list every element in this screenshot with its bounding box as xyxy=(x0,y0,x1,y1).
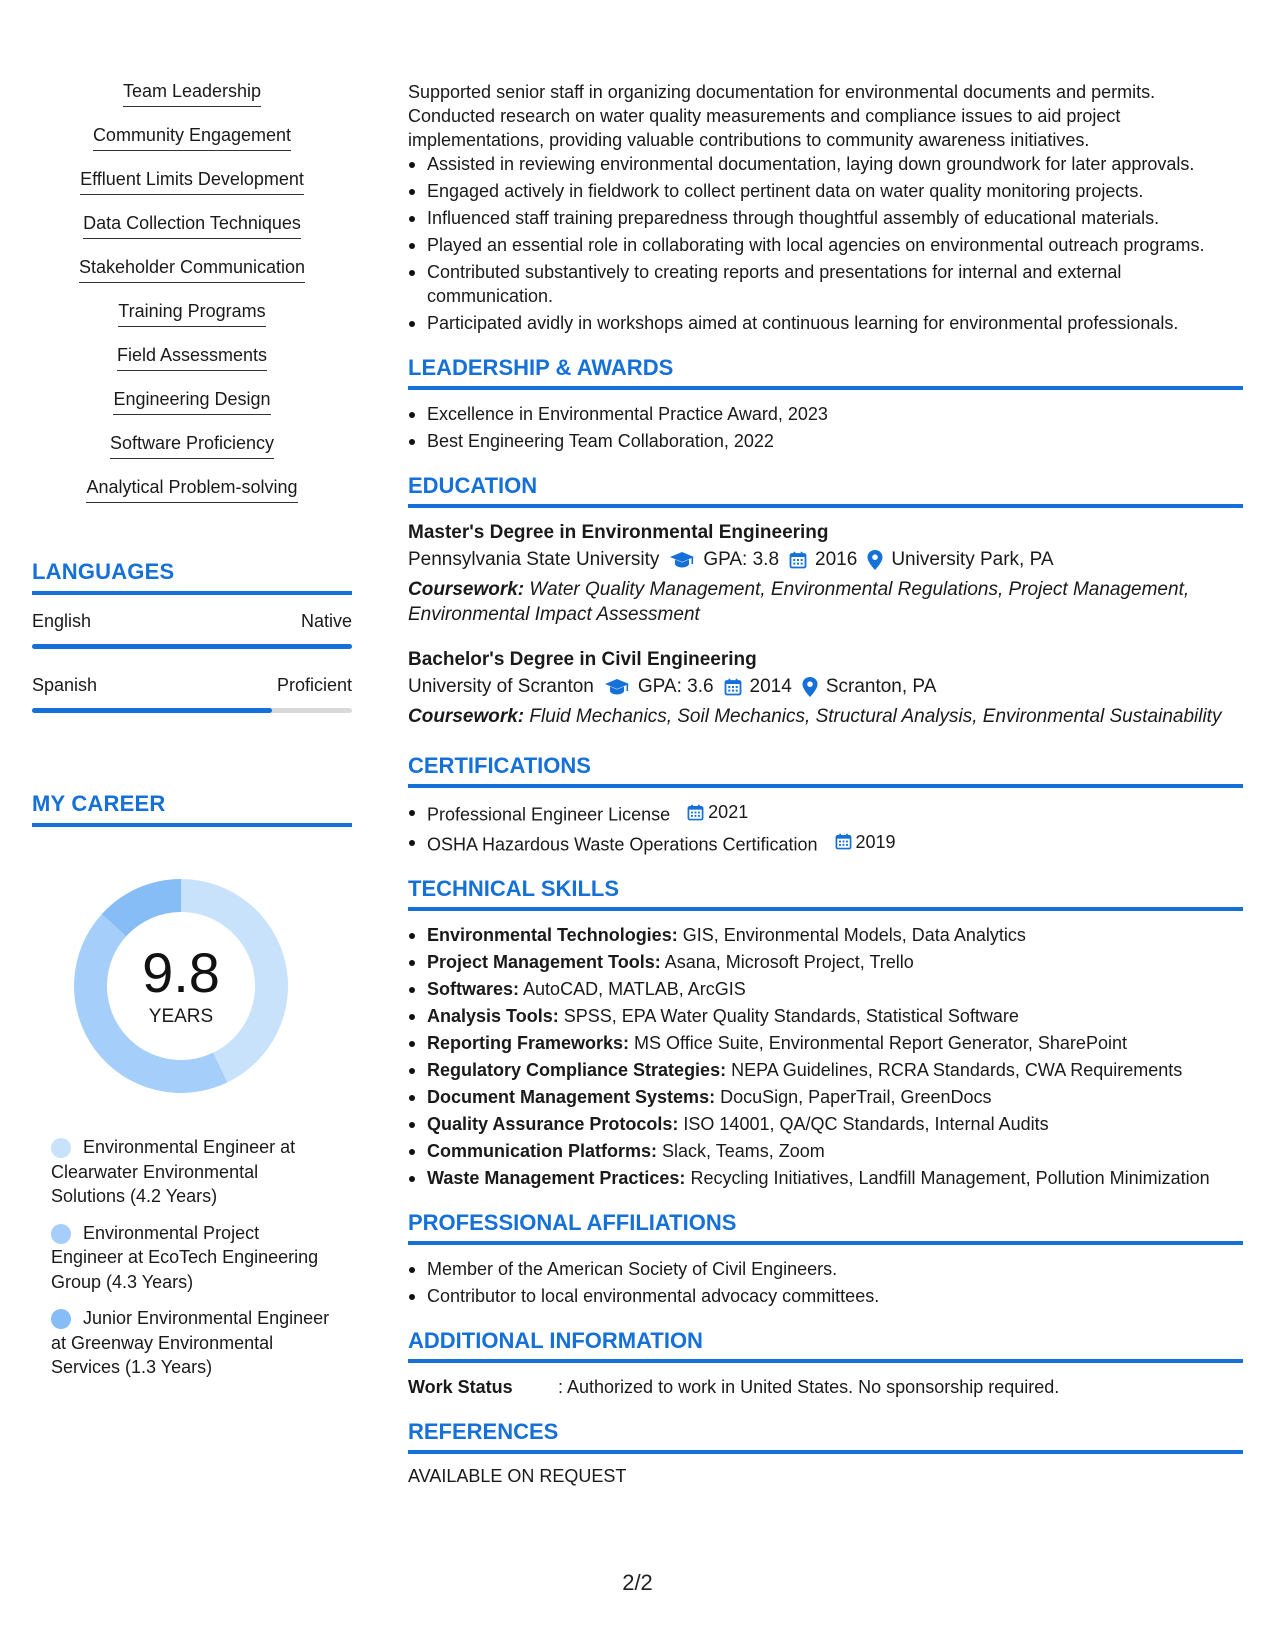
language-spanish xyxy=(32,675,352,713)
certification-name: Professional Engineer License xyxy=(427,804,671,825)
affiliations-heading: PROFESSIONAL AFFILIATIONS xyxy=(408,1210,1243,1245)
technical-skill-item xyxy=(408,923,1243,947)
career-legend-item xyxy=(51,1221,331,1295)
language-level: Native xyxy=(300,611,352,631)
experience-bullet: Played an essential role in collaborating with local agencies on environmental outreach programs. xyxy=(408,233,1243,257)
skill-category: Quality Assurance Protocols: xyxy=(427,1114,679,1134)
certifications-heading: CERTIFICATIONS xyxy=(408,753,1243,788)
degree-title: Bachelor's Degree in Civil Engineering xyxy=(408,649,757,670)
gpa: GPA: 3.6 xyxy=(637,676,714,697)
skill-item: Effluent Limits Development xyxy=(80,168,304,195)
awards-section xyxy=(408,355,1243,453)
technical-skill-item xyxy=(408,977,1243,1001)
technical-skill-item xyxy=(408,1166,1243,1190)
education-entry xyxy=(408,647,1243,729)
graduation-year: 2014 xyxy=(749,676,792,697)
left-column xyxy=(32,80,352,1392)
skill-category: Reporting Frameworks: xyxy=(427,1033,630,1053)
skill-item: Software Proficiency xyxy=(110,432,274,459)
technical-skill-item xyxy=(408,1085,1243,1109)
technical-skills-section xyxy=(408,876,1243,1190)
career-legend xyxy=(51,1135,331,1380)
work-status-label: Work Status xyxy=(408,1377,513,1397)
skill-category: Project Management Tools: xyxy=(427,952,661,972)
technical-skill-item xyxy=(408,1004,1243,1028)
experience-bullet: Assisted in reviewing environmental documentation, laying down groundwork for later approvals. xyxy=(408,152,1243,176)
school-location: University Park, PA xyxy=(891,549,1054,570)
skill-values: MS Office Suite, Environmental Report Generator, SharePoint xyxy=(629,1033,1127,1053)
technical-skill-item xyxy=(408,1139,1243,1163)
coursework xyxy=(408,577,1243,627)
technical-skill-item xyxy=(408,1112,1243,1136)
legend-dot xyxy=(51,1224,71,1244)
awards-heading: LEADERSHIP & AWARDS xyxy=(408,355,1243,390)
skill-values: GIS, Environmental Models, Data Analytics xyxy=(677,925,1026,945)
graduation-cap-icon xyxy=(669,551,695,569)
coursework-label: Coursework: xyxy=(408,706,525,727)
experience-bullets xyxy=(408,152,1243,335)
language-bar xyxy=(32,644,352,649)
career-job-text: Environmental Project Engineer at EcoTech Engineering Group (4.3 Years) xyxy=(51,1222,319,1292)
award-item: Best Engineering Team Collaboration, 2022 xyxy=(408,429,1243,453)
coursework-text: Fluid Mechanics, Soil Mechanics, Structural Analysis, Environmental Sustainability xyxy=(529,706,1222,727)
legend-dot xyxy=(51,1138,71,1158)
technical-skill-item xyxy=(408,1058,1243,1082)
references-text: AVAILABLE ON REQUEST xyxy=(408,1466,627,1486)
certification-item xyxy=(408,830,1243,857)
career-total-years: 9.8 xyxy=(142,941,220,1004)
skill-values: DocuSign, PaperTrail, GreenDocs xyxy=(715,1087,992,1107)
language-bar-fill xyxy=(32,644,352,649)
skill-values: Slack, Teams, Zoom xyxy=(657,1141,825,1161)
skill-item: Stakeholder Communication xyxy=(79,256,305,283)
right-column xyxy=(408,80,1243,1487)
experience-bullet: Influenced staff training preparedness through thoughtful assembly of educational materials. xyxy=(408,206,1243,230)
skill-values: Recycling Initiatives, Landfill Management, Pollution Minimization xyxy=(685,1168,1210,1188)
affiliations-section xyxy=(408,1210,1243,1308)
technical-skills-heading: TECHNICAL SKILLS xyxy=(408,876,1243,911)
award-item: Excellence in Environmental Practice Award, 2023 xyxy=(408,402,1243,426)
certification-item xyxy=(408,800,1243,827)
experience-bullet: Participated avidly in workshops aimed at continuous learning for environmental professionals. xyxy=(408,311,1243,335)
technical-skill-item xyxy=(408,1031,1243,1055)
language-bar-fill xyxy=(32,708,272,713)
career-donut-chart xyxy=(66,871,296,1101)
coursework xyxy=(408,704,1243,729)
skills-list xyxy=(32,80,352,520)
language-english xyxy=(32,611,352,649)
education-section xyxy=(408,473,1243,729)
skill-category: Waste Management Practices: xyxy=(427,1168,686,1188)
additional-info-heading: ADDITIONAL INFORMATION xyxy=(408,1328,1243,1363)
language-name: Spanish xyxy=(32,675,98,695)
additional-info-section xyxy=(408,1328,1243,1399)
affiliation-item: Contributor to local environmental advocacy committees. xyxy=(408,1284,1243,1308)
skill-item: Engineering Design xyxy=(113,388,270,415)
graduation-year: 2016 xyxy=(815,549,858,570)
page-number: 2/2 xyxy=(622,1570,653,1595)
certifications-section xyxy=(408,753,1243,856)
skill-category: Communication Platforms: xyxy=(427,1141,658,1161)
skill-values: AutoCAD, MATLAB, ArcGIS xyxy=(519,979,746,999)
skill-category: Softwares: xyxy=(427,979,520,999)
career-years-unit: YEARS xyxy=(148,1006,214,1027)
language-bar xyxy=(32,708,352,713)
experience-bullet: Contributed substantively to creating reports and presentations for internal and external communication. xyxy=(408,260,1243,308)
skill-item: Field Assessments xyxy=(117,344,267,371)
skill-values: SPSS, EPA Water Quality Standards, Statistical Software xyxy=(558,1006,1019,1026)
experience-intro: Supported senior staff in organizing documentation for environmental documents and permits. Conducted research on water quality measurements and compliance issues to aid project implementations, providing valuable contributions to community awareness initiatives. xyxy=(408,82,1156,150)
skill-item: Data Collection Techniques xyxy=(83,212,301,239)
affiliation-item: Member of the American Society of Civil Engineers. xyxy=(408,1257,1243,1281)
coursework-label: Coursework: xyxy=(408,579,525,600)
coursework-text: Water Quality Management, Environmental Regulations, Project Management, Environmental Impact Assessment xyxy=(408,579,1190,625)
education-heading: EDUCATION xyxy=(408,473,1243,508)
graduation-cap-icon xyxy=(604,678,630,696)
work-status-value: : Authorized to work in United States. No sponsorship required. xyxy=(558,1377,1060,1397)
skill-category: Regulatory Compliance Strategies: xyxy=(427,1060,727,1080)
skill-values: NEPA Guidelines, RCRA Standards, CWA Requirements xyxy=(726,1060,1183,1080)
language-name: English xyxy=(32,611,92,631)
languages-heading: LANGUAGES xyxy=(32,559,352,595)
career-heading: MY CAREER xyxy=(32,791,352,827)
calendar-icon xyxy=(789,551,807,569)
school-name: Pennsylvania State University xyxy=(408,549,660,570)
skill-category: Analysis Tools: xyxy=(427,1006,559,1026)
location-pin-icon xyxy=(802,677,818,697)
certification-name: OSHA Hazardous Waste Operations Certification xyxy=(427,834,818,854)
skill-item: Team Leadership xyxy=(123,80,261,107)
calendar-icon xyxy=(724,678,742,696)
skill-category: Document Management Systems: xyxy=(427,1087,716,1107)
skill-values: Asana, Microsoft Project, Trello xyxy=(660,952,914,972)
degree-title: Master's Degree in Environmental Engineering xyxy=(408,522,829,543)
references-heading: REFERENCES xyxy=(408,1419,1243,1454)
school-location: Scranton, PA xyxy=(825,676,937,697)
calendar-icon xyxy=(687,804,704,821)
skill-item: Community Engagement xyxy=(93,124,291,151)
skill-item: Training Programs xyxy=(118,300,265,327)
calendar-icon xyxy=(835,833,852,850)
experience-bullet: Engaged actively in fieldwork to collect pertinent data on water quality monitoring projects. xyxy=(408,179,1243,203)
skill-values: ISO 14001, QA/QC Standards, Internal Audits xyxy=(678,1114,1049,1134)
gpa: GPA: 3.8 xyxy=(703,549,780,570)
references-section xyxy=(408,1419,1243,1487)
career-job-text: Junior Environmental Engineer at Greenway Environmental Services (1.3 Years) xyxy=(51,1308,330,1377)
certification-year: 2021 xyxy=(708,802,749,822)
skill-item: Analytical Problem-solving xyxy=(86,476,297,503)
school-name: University of Scranton xyxy=(408,676,594,697)
location-pin-icon xyxy=(867,550,883,570)
skill-category: Environmental Technologies: xyxy=(427,925,678,945)
career-job-text: Environmental Engineer at Clearwater Environmental Solutions (4.2 Years) xyxy=(51,1137,296,1206)
legend-dot xyxy=(51,1309,71,1329)
language-level: Proficient xyxy=(276,675,352,695)
career-legend-item xyxy=(51,1306,331,1380)
certification-year: 2019 xyxy=(855,831,896,852)
career-legend-item xyxy=(51,1135,331,1209)
education-entry xyxy=(408,520,1243,627)
technical-skill-item xyxy=(408,950,1243,974)
